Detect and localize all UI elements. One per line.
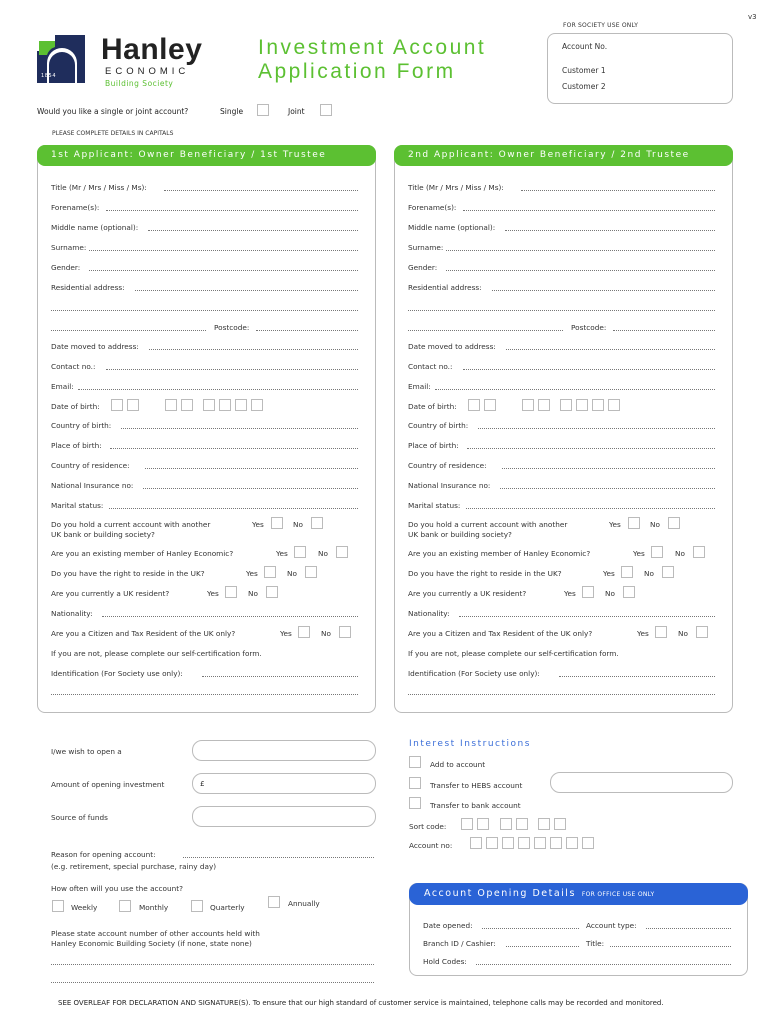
applicant-1-existing-member-no-checkbox[interactable] xyxy=(336,546,348,558)
sort-code-box-3[interactable] xyxy=(500,818,512,830)
applicant-2-identification-label: Identification (For Society use only): xyxy=(408,669,540,678)
reason-example: (e.g. retirement, special purchase, rainy day) xyxy=(51,862,217,871)
applicant-1-existing-member-yes-label: Yes xyxy=(276,549,288,558)
applicant-1-address-line-2[interactable] xyxy=(51,310,358,311)
applicant-2-address-label: Residential address: xyxy=(408,283,482,292)
applicant-1-heading: 1st Applicant: Owner Beneficiary / 1st Trustee xyxy=(37,145,376,166)
applicant-2-nationality-label: Nationality: xyxy=(408,609,450,618)
applicant-1-address-line[interactable] xyxy=(135,290,358,291)
weekly-label: Weekly xyxy=(71,903,98,912)
quarterly-checkbox[interactable] xyxy=(191,900,203,912)
wish-label: I/we wish to open a xyxy=(51,747,122,756)
sort-code-box-6[interactable] xyxy=(554,818,566,830)
amount-label: Amount of opening investment xyxy=(51,780,165,789)
applicant-1-existing-member-no-label: No xyxy=(318,549,328,558)
applicant-1-surname-label: Surname: xyxy=(51,243,87,252)
applicant-2-contact-line[interactable] xyxy=(463,369,715,370)
applicant-2-heading: 2nd Applicant: Owner Beneficiary / 2nd Trustee xyxy=(394,145,733,166)
applicant-1-uk-resident-no-checkbox[interactable] xyxy=(266,586,278,598)
applicant-2-dob-box-3[interactable] xyxy=(522,399,534,411)
applicant-2-ni-label: National Insurance no: xyxy=(408,481,491,490)
logo-subtitle-2: Building Society xyxy=(105,79,174,88)
applicant-1-ni-line[interactable] xyxy=(143,488,358,489)
applicant-2-citizen-label: Are you a Citizen and Tax Resident of the UK only? xyxy=(408,629,593,638)
applicant-1-citizen-no-checkbox[interactable] xyxy=(339,626,351,638)
applicant-1-place-birth-line[interactable] xyxy=(110,448,358,449)
applicant-1-uk-resident-yes-label: Yes xyxy=(207,589,219,598)
applicant-2-existing-member-yes-checkbox[interactable] xyxy=(651,546,663,558)
add-to-account-label: Add to account xyxy=(430,760,486,769)
footer-note: SEE OVERLEAF FOR DECLARATION AND SIGNATURE(S). To ensure that our high standard of customer service is maintained, telephone calls may be recorded and monitored. xyxy=(58,999,664,1007)
account-type-line[interactable] xyxy=(646,928,731,929)
sort-code-box-1[interactable] xyxy=(461,818,473,830)
account-no-box-1[interactable] xyxy=(470,837,482,849)
other-accounts-line-2[interactable] xyxy=(51,982,374,983)
applicant-2-right-to-reside-no-checkbox[interactable] xyxy=(662,566,674,578)
applicant-1-dob-label: Date of birth: xyxy=(51,402,100,411)
monthly-checkbox[interactable] xyxy=(119,900,131,912)
logo-subtitle: ECONOMIC xyxy=(105,66,190,77)
hold-codes-label: Hold Codes: xyxy=(423,957,467,966)
applicant-1-current-account-label-2: UK bank or building society? xyxy=(51,530,155,539)
applicant-1-right-to-reside-yes-label: Yes xyxy=(246,569,258,578)
account-no-box-6[interactable] xyxy=(550,837,562,849)
applicant-2-place-birth-line[interactable] xyxy=(467,448,715,449)
applicant-1-dob-box-8[interactable] xyxy=(251,399,263,411)
transfer-hebs-label: Transfer to HEBS account xyxy=(430,781,523,790)
date-opened-label: Date opened: xyxy=(423,921,473,930)
applicant-1-email-label: Email: xyxy=(51,382,74,391)
transfer-bank-label: Transfer to bank account xyxy=(430,801,521,810)
office-customer-2: Customer 2 xyxy=(562,82,606,91)
annually-checkbox[interactable] xyxy=(268,896,280,908)
applicant-2-current-account-no-checkbox[interactable] xyxy=(668,517,680,529)
applicant-1-address-label: Residential address: xyxy=(51,283,125,292)
applicant-2-selfcert-note: If you are not, please complete our self-certification form. xyxy=(408,649,619,658)
title-line[interactable] xyxy=(610,946,731,947)
opening-details-heading xyxy=(409,883,748,905)
branch-label: Branch ID / Cashier: xyxy=(423,939,496,948)
applicant-1-uk-resident-no-label: No xyxy=(248,589,258,598)
transfer-hebs-checkbox[interactable] xyxy=(409,777,421,789)
single-label: Single xyxy=(220,107,244,116)
form-title-line-2: Application Form xyxy=(258,60,456,83)
applicant-1-current-account-no-checkbox[interactable] xyxy=(311,517,323,529)
hanley-logo xyxy=(35,33,255,93)
applicant-1-contact-label: Contact no.: xyxy=(51,362,96,371)
applicant-2-right-to-reside-no-label: No xyxy=(644,569,654,578)
applicant-2-email-label: Email: xyxy=(408,382,431,391)
applicant-1-existing-member-yes-checkbox[interactable] xyxy=(294,546,306,558)
account-no-box-3[interactable] xyxy=(502,837,514,849)
currency-symbol: £ xyxy=(200,779,205,788)
source-input[interactable] xyxy=(192,806,376,827)
applicant-2-ni-line[interactable] xyxy=(500,488,715,489)
monthly-label: Monthly xyxy=(139,903,169,912)
applicant-2-current-account-label-2: UK bank or building society? xyxy=(408,530,512,539)
joint-label: Joint xyxy=(288,107,305,116)
applicant-2-nationality-line[interactable] xyxy=(459,616,715,617)
applicant-1-uk-resident-label: Are you currently a UK resident? xyxy=(51,589,170,598)
applicant-1-country-res-line[interactable] xyxy=(145,468,358,469)
applicant-1-dob-box-5[interactable] xyxy=(203,399,215,411)
interest-heading: Interest Instructions xyxy=(409,739,531,749)
applicant-2-dob-box-5[interactable] xyxy=(560,399,572,411)
account-no-box-5[interactable] xyxy=(534,837,546,849)
applicant-1-postcode-line[interactable] xyxy=(256,330,358,331)
sort-code-box-2[interactable] xyxy=(477,818,489,830)
other-accounts-line-1[interactable] xyxy=(51,964,374,965)
applicant-2-date-moved-label: Date moved to address: xyxy=(408,342,496,351)
joint-checkbox[interactable] xyxy=(320,104,332,116)
capitals-note: PLEASE COMPLETE DETAILS IN CAPITALS xyxy=(52,130,174,137)
applicant-2-dob-box-4[interactable] xyxy=(538,399,550,411)
applicant-2-dob-label: Date of birth: xyxy=(408,402,457,411)
applicant-1-current-account-label: Do you hold a current account with another xyxy=(51,520,211,529)
applicant-2-address-line-3[interactable] xyxy=(408,330,563,331)
office-account-no: Account No. xyxy=(562,42,608,51)
applicant-1-dob-box-6[interactable] xyxy=(219,399,231,411)
account-no-box-4[interactable] xyxy=(518,837,530,849)
applicant-2-uk-resident-no-label: No xyxy=(605,589,615,598)
sort-code-label: Sort code: xyxy=(409,822,447,831)
applicant-2-contact-label: Contact no.: xyxy=(408,362,453,371)
applicant-1-place-birth-label: Place of birth: xyxy=(51,441,102,450)
applicant-1-title-line[interactable] xyxy=(164,190,358,191)
applicant-2-address-line[interactable] xyxy=(492,290,715,291)
applicant-1-date-moved-line[interactable] xyxy=(149,349,358,350)
applicant-1-identification-line-2[interactable] xyxy=(51,694,358,695)
applicant-2-existing-member-yes-label: Yes xyxy=(633,549,645,558)
applicant-2-identification-line[interactable] xyxy=(559,676,715,677)
applicant-2-current-account-yes-label: Yes xyxy=(609,520,621,529)
other-accounts-label: Please state account number of other accounts held with xyxy=(51,929,260,938)
add-to-account-checkbox[interactable] xyxy=(409,756,421,768)
applicant-1-title-label: Title (Mr / Mrs / Miss / Ms): xyxy=(51,183,147,192)
date-opened-line[interactable] xyxy=(482,928,579,929)
applicant-1-nationality-line[interactable] xyxy=(102,616,358,617)
applicant-1-middle-label: Middle name (optional): xyxy=(51,223,139,232)
applicant-1-email-line[interactable] xyxy=(78,389,358,390)
applicant-2-right-to-reside-yes-checkbox[interactable] xyxy=(621,566,633,578)
applicant-1-existing-member-label: Are you an existing member of Hanley Economic? xyxy=(51,549,234,558)
applicant-1-right-to-reside-no-checkbox[interactable] xyxy=(305,566,317,578)
applicant-2-postcode-label: Postcode: xyxy=(571,323,607,332)
source-label: Source of funds xyxy=(51,813,108,822)
applicant-1-citizen-label: Are you a Citizen and Tax Resident of the UK only? xyxy=(51,629,236,638)
applicant-2-right-to-reside-label: Do you have the right to reside in the UK? xyxy=(408,569,562,578)
form-title-line-1: Investment Account xyxy=(258,36,487,59)
applicant-2-current-account-yes-checkbox[interactable] xyxy=(628,517,640,529)
reason-line[interactable] xyxy=(183,857,374,858)
applicant-1-current-account-no-label: No xyxy=(293,520,303,529)
applicant-2-current-account-no-label: No xyxy=(650,520,660,529)
applicant-1-country-birth-label: Country of birth: xyxy=(51,421,112,430)
account-type-label: Account type: xyxy=(586,921,637,930)
quarterly-label: Quarterly xyxy=(210,903,245,912)
title-label: Title: xyxy=(586,939,605,948)
applicant-1-selfcert-note: If you are not, please complete our self-certification form. xyxy=(51,649,262,658)
applicant-2-marital-label: Marital status: xyxy=(408,501,461,510)
applicant-1-nationality-label: Nationality: xyxy=(51,609,93,618)
applicant-1-address-line-3[interactable] xyxy=(51,330,206,331)
applicant-2-surname-line[interactable] xyxy=(446,250,715,251)
applicant-2-email-line[interactable] xyxy=(435,389,715,390)
applicant-2-place-birth-label: Place of birth: xyxy=(408,441,459,450)
office-use-box xyxy=(547,33,733,104)
applicant-2-identification-line-2[interactable] xyxy=(408,694,715,695)
applicant-2-dob-box-8[interactable] xyxy=(608,399,620,411)
applicant-2-dob-box-7[interactable] xyxy=(592,399,604,411)
applicant-1-citizen-no-label: No xyxy=(321,629,331,638)
applicant-2-citizen-no-checkbox[interactable] xyxy=(696,626,708,638)
logo-year: 1854 xyxy=(41,73,57,79)
applicant-2-gender-label: Gender: xyxy=(408,263,438,272)
applicant-1-identification-label: Identification (For Society use only): xyxy=(51,669,183,678)
applicant-1-marital-line[interactable] xyxy=(109,508,358,509)
applicant-1-dob-box-4[interactable] xyxy=(181,399,193,411)
applicant-2-forenames-line[interactable] xyxy=(463,210,715,211)
applicant-2-uk-resident-yes-checkbox[interactable] xyxy=(582,586,594,598)
applicant-1-gender-line[interactable] xyxy=(89,270,358,271)
sort-code-box-5[interactable] xyxy=(538,818,550,830)
applicant-1-dob-box-1[interactable] xyxy=(111,399,123,411)
version-label: v3 xyxy=(748,13,757,21)
applicant-2-title-line[interactable] xyxy=(521,190,715,191)
applicant-2-middle-line[interactable] xyxy=(505,230,715,231)
applicant-1-dob-box-7[interactable] xyxy=(235,399,247,411)
applicant-1-forenames-label: Forename(s): xyxy=(51,203,100,212)
applicant-2-forenames-label: Forename(s): xyxy=(408,203,457,212)
applicant-1-contact-line[interactable] xyxy=(106,369,358,370)
applicant-2-country-birth-line[interactable] xyxy=(478,428,715,429)
how-often-label: How often will you use the account? xyxy=(51,884,184,893)
applicant-1-right-to-reside-yes-checkbox[interactable] xyxy=(264,566,276,578)
weekly-checkbox[interactable] xyxy=(52,900,64,912)
applicant-1-ni-label: National Insurance no: xyxy=(51,481,134,490)
applicant-1-forenames-line[interactable] xyxy=(106,210,358,211)
applicant-1-dob-box-2[interactable] xyxy=(127,399,139,411)
other-accounts-label-2: Hanley Economic Building Society (if none, state none) xyxy=(51,939,252,948)
applicant-1-right-to-reside-no-label: No xyxy=(287,569,297,578)
applicant-2-dob-box-6[interactable] xyxy=(576,399,588,411)
office-customer-1: Customer 1 xyxy=(562,66,606,75)
applicant-1-dob-box-3[interactable] xyxy=(165,399,177,411)
applicant-2-gender-line[interactable] xyxy=(446,270,715,271)
applicant-2-uk-resident-yes-label: Yes xyxy=(564,589,576,598)
logo-wordmark: Hanley xyxy=(101,33,203,66)
applicant-2-existing-member-no-label: No xyxy=(675,549,685,558)
wish-input[interactable] xyxy=(192,740,376,761)
account-type-question: Would you like a single or joint account? xyxy=(37,107,189,116)
applicant-2-surname-label: Surname: xyxy=(408,243,444,252)
single-checkbox[interactable] xyxy=(257,104,269,116)
applicant-2-dob-box-2[interactable] xyxy=(484,399,496,411)
applicant-1-identification-line[interactable] xyxy=(202,676,358,677)
applicant-2-right-to-reside-yes-label: Yes xyxy=(603,569,615,578)
applicant-2-citizen-yes-label: Yes xyxy=(637,629,649,638)
applicant-1-uk-resident-yes-checkbox[interactable] xyxy=(225,586,237,598)
account-no-box-2[interactable] xyxy=(486,837,498,849)
applicant-1-citizen-yes-label: Yes xyxy=(280,629,292,638)
applicant-1-gender-label: Gender: xyxy=(51,263,81,272)
account-no-box-7[interactable] xyxy=(566,837,578,849)
applicant-2-country-res-label: Country of residence: xyxy=(408,461,487,470)
opening-details-title: Account Opening Details xyxy=(424,888,576,899)
applicant-2-address-line-2[interactable] xyxy=(408,310,715,311)
office-use-label: FOR SOCIETY USE ONLY xyxy=(563,22,639,29)
applicant-1-marital-label: Marital status: xyxy=(51,501,104,510)
applicant-2-country-birth-label: Country of birth: xyxy=(408,421,469,430)
applicant-2-citizen-yes-checkbox[interactable] xyxy=(655,626,667,638)
hebs-account-input[interactable] xyxy=(550,772,733,793)
applicant-2-date-moved-line[interactable] xyxy=(506,349,715,350)
applicant-1-current-account-yes-checkbox[interactable] xyxy=(271,517,283,529)
amount-input[interactable] xyxy=(192,773,376,794)
applicant-2-uk-resident-label: Are you currently a UK resident? xyxy=(408,589,527,598)
applicant-1-middle-line[interactable] xyxy=(148,230,358,231)
applicant-1-postcode-label: Postcode: xyxy=(214,323,250,332)
applicant-2-existing-member-label: Are you an existing member of Hanley Economic? xyxy=(408,549,591,558)
applicant-1-citizen-yes-checkbox[interactable] xyxy=(298,626,310,638)
applicant-2-middle-label: Middle name (optional): xyxy=(408,223,496,232)
applicant-1-country-birth-line[interactable] xyxy=(121,428,358,429)
form-title xyxy=(258,36,486,84)
hold-codes-line[interactable] xyxy=(476,964,731,965)
applicant-2-dob-box-1[interactable] xyxy=(468,399,480,411)
applicant-2-postcode-line[interactable] xyxy=(613,330,715,331)
branch-line[interactable] xyxy=(506,946,579,947)
applicant-2-citizen-no-label: No xyxy=(678,629,688,638)
sort-code-box-4[interactable] xyxy=(516,818,528,830)
applicant-2-existing-member-no-checkbox[interactable] xyxy=(693,546,705,558)
account-no-box-8[interactable] xyxy=(582,837,594,849)
office-use-only-label: FOR OFFICE USE ONLY xyxy=(581,891,655,898)
applicant-1-country-res-label: Country of residence: xyxy=(51,461,130,470)
transfer-bank-checkbox[interactable] xyxy=(409,797,421,809)
applicant-2-country-res-line[interactable] xyxy=(502,468,715,469)
applicant-2-uk-resident-no-checkbox[interactable] xyxy=(623,586,635,598)
applicant-1-surname-line[interactable] xyxy=(89,250,358,251)
applicant-2-title-label: Title (Mr / Mrs / Miss / Ms): xyxy=(408,183,504,192)
applicant-2-current-account-label: Do you hold a current account with another xyxy=(408,520,568,529)
applicant-1-date-moved-label: Date moved to address: xyxy=(51,342,139,351)
account-no-label: Account no: xyxy=(409,841,453,850)
annually-label: Annually xyxy=(288,899,320,908)
reason-label: Reason for opening account: xyxy=(51,850,156,859)
applicant-1-right-to-reside-label: Do you have the right to reside in the UK? xyxy=(51,569,205,578)
applicant-2-marital-line[interactable] xyxy=(466,508,715,509)
applicant-1-current-account-yes-label: Yes xyxy=(252,520,264,529)
